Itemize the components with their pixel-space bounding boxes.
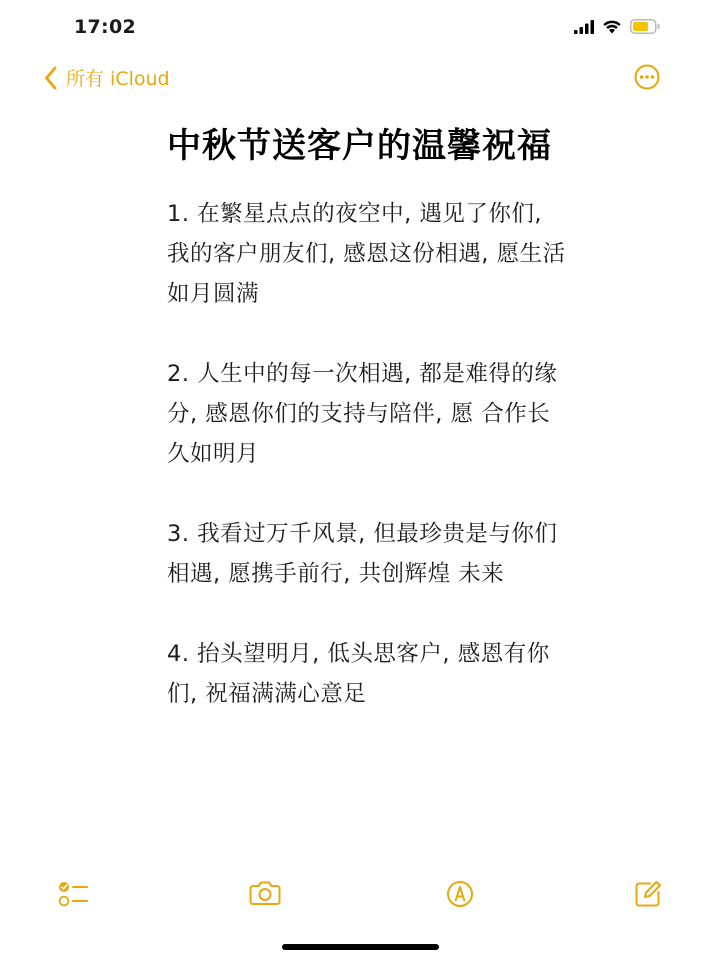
back-button-label: 所有 iCloud (66, 68, 170, 90)
note-item: 3. 我看过万千风景, 但最珍贵是与你们相遇, 愿携手前行, 共创辉煌 未来 (167, 521, 558, 587)
back-button[interactable] (44, 64, 170, 91)
status-icons (574, 19, 660, 34)
wifi-icon (602, 19, 622, 34)
note-item: 2. 人生中的每一次相遇, 都是难得的缘分, 感恩你们的支持与陪伴, 愿 合作长久如明月 (167, 361, 558, 467)
compose-icon (634, 880, 662, 908)
markup-button[interactable] (446, 880, 474, 912)
ellipsis-circle-icon (634, 64, 660, 90)
note-body[interactable] (167, 124, 567, 754)
note-item: 4. 抬头望明月, 低头思客户, 感恩有你们, 祝福满满心意足 (167, 641, 550, 707)
camera-icon (249, 880, 281, 906)
checklist-icon (58, 880, 88, 908)
compose-button[interactable] (634, 880, 662, 912)
status-time: 17:02 (74, 16, 136, 38)
note-item: 1. 在繁星点点的夜空中, 遇见了你们, 我的客户朋友们, 感恩这份相遇, 愿生活如月圆满 (167, 201, 566, 307)
note-title: 中秋节送客户的温馨祝福 (167, 126, 552, 166)
more-options-button[interactable] (634, 64, 660, 94)
navigation-bar (0, 58, 720, 102)
bottom-toolbar (0, 880, 720, 916)
camera-button[interactable] (249, 880, 281, 910)
home-indicator (282, 944, 439, 950)
checklist-button[interactable] (58, 880, 88, 912)
markup-pen-icon (446, 880, 474, 908)
chevron-left-icon (44, 66, 58, 90)
cellular-signal-icon (574, 20, 594, 34)
battery-icon (630, 19, 660, 34)
status-bar (0, 0, 720, 56)
